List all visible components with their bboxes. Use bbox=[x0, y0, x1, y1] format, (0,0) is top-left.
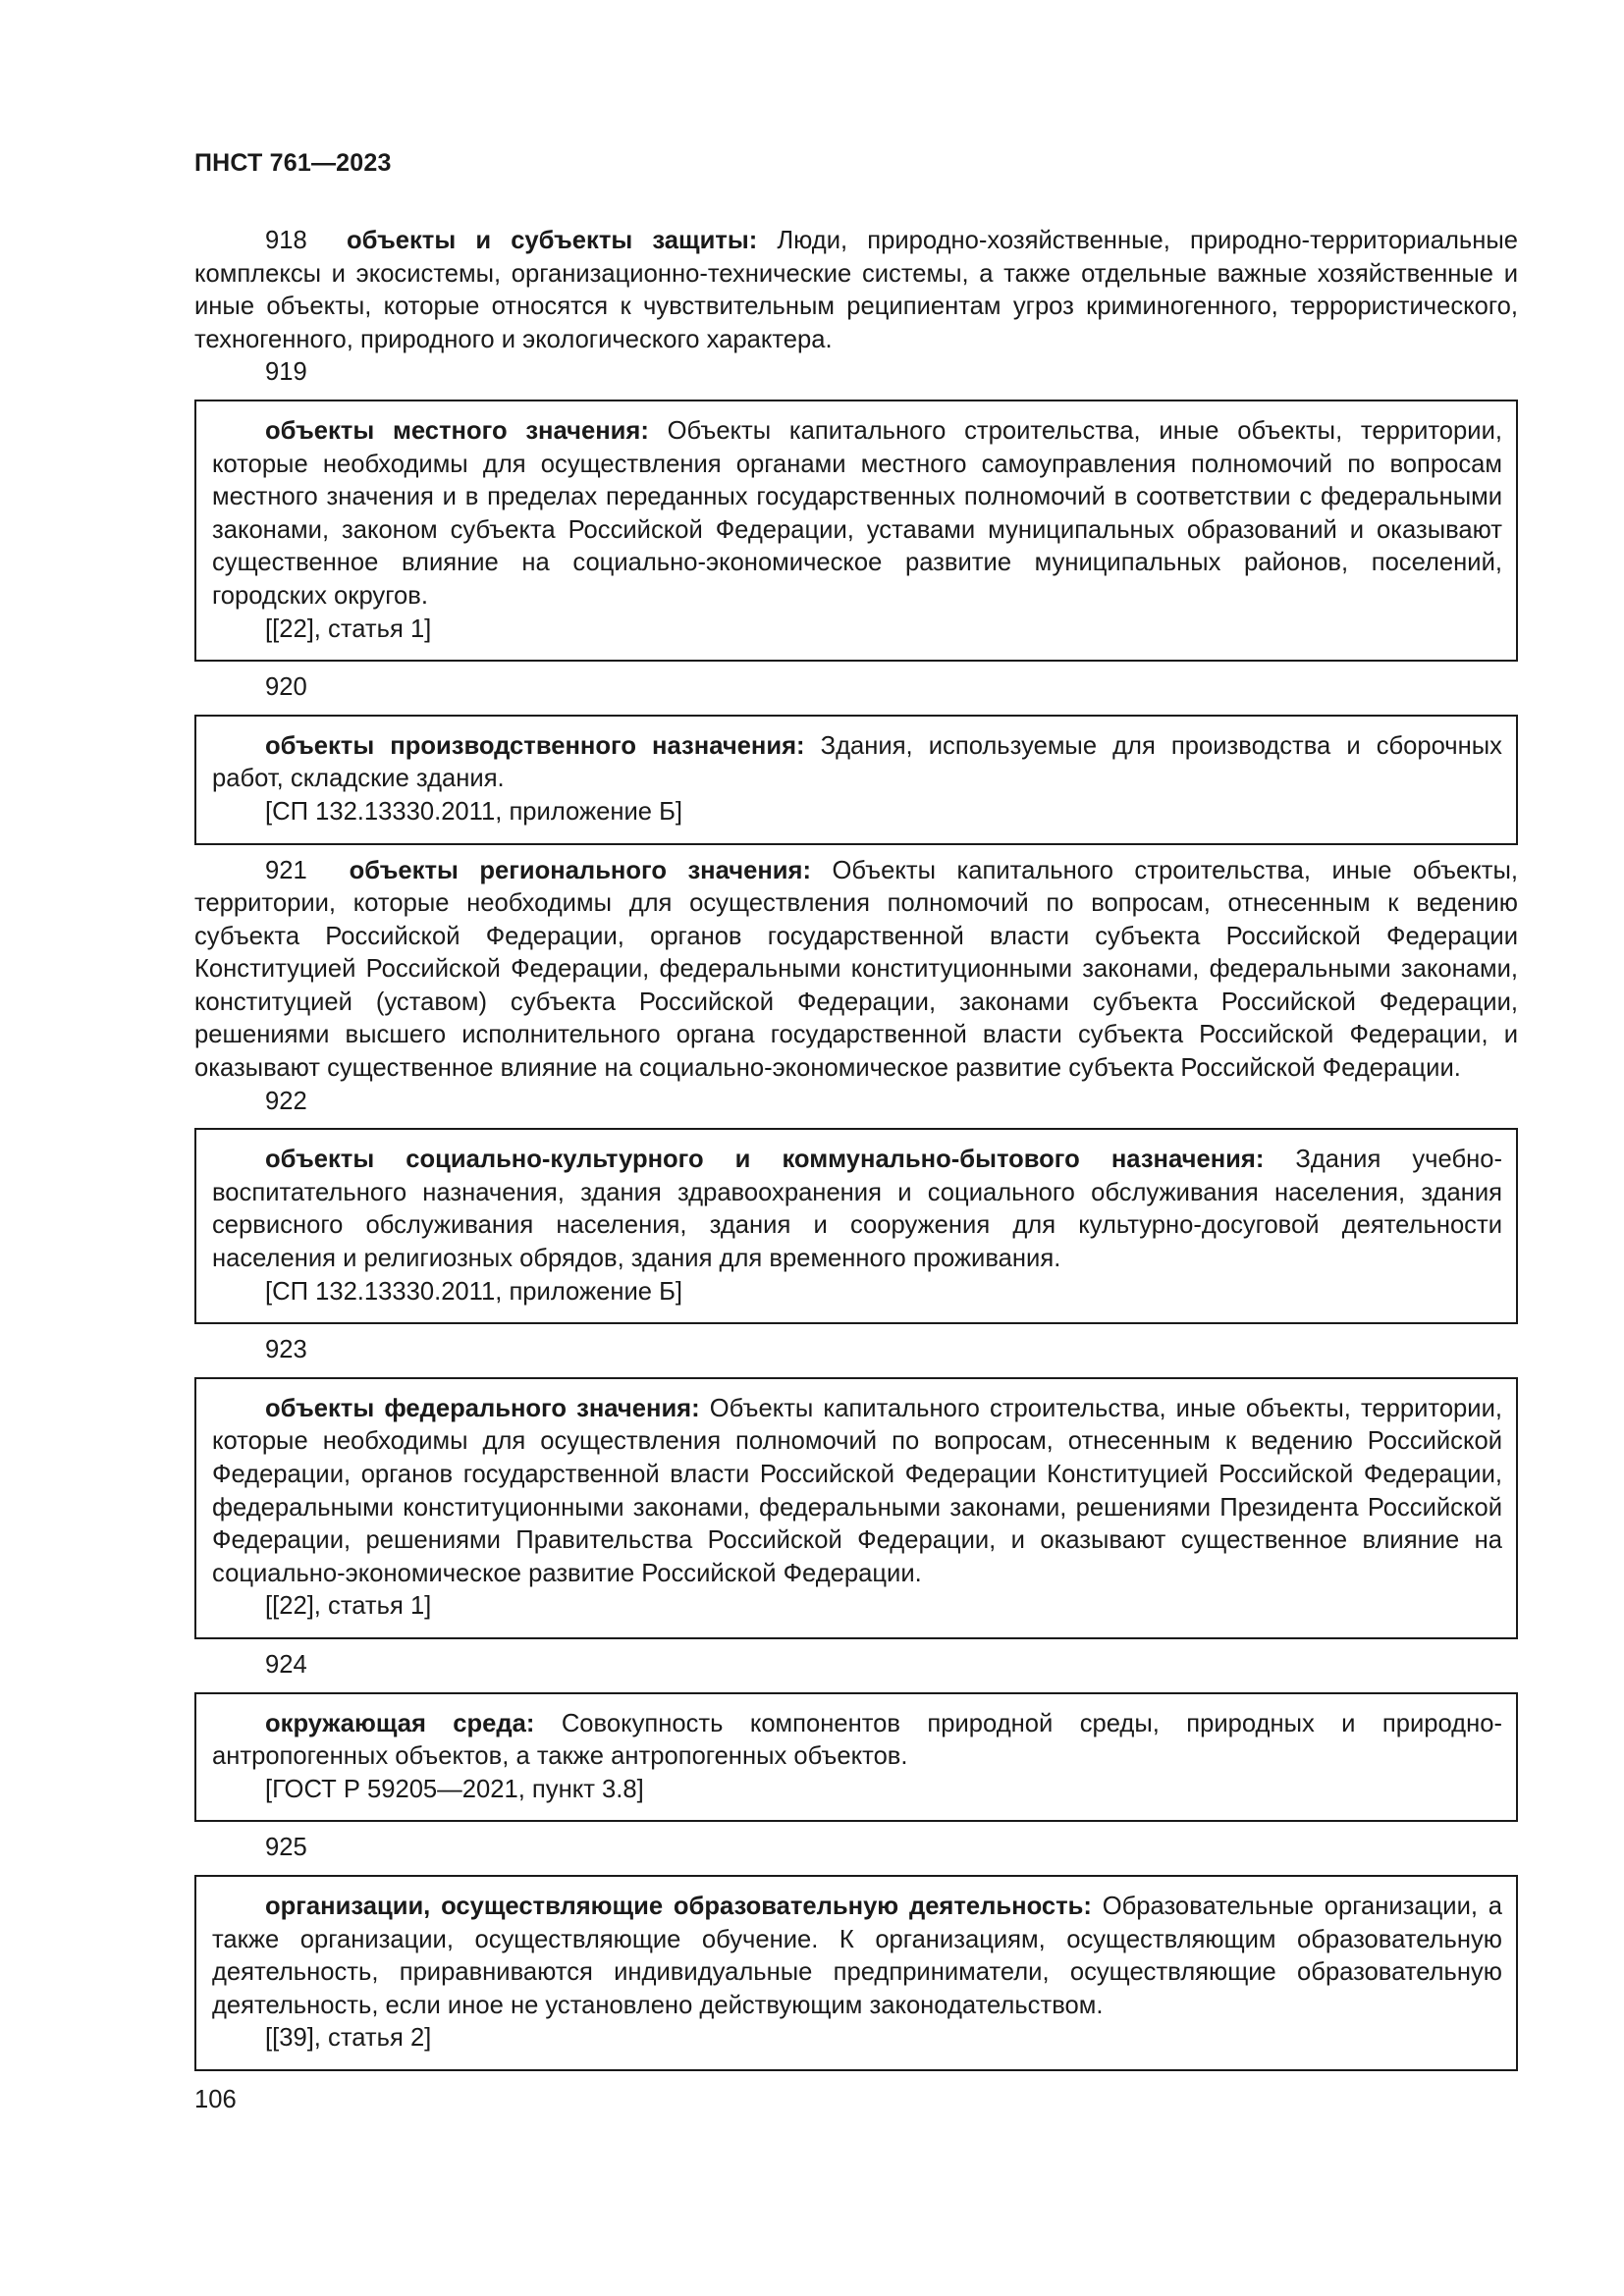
term-title: объекты регионального значения: bbox=[349, 856, 811, 884]
entry-number-919: 919 bbox=[265, 358, 307, 387]
entry-number-925: 925 bbox=[265, 1834, 307, 1862]
document-header: ПНСТ 761—2023 bbox=[194, 149, 392, 177]
term-entry-918 bbox=[194, 225, 1518, 356]
term-source: [[22], статья 1] bbox=[265, 614, 432, 643]
term-entry bbox=[212, 415, 1502, 614]
term-box-920 bbox=[194, 715, 1518, 845]
page-number: 106 bbox=[194, 2086, 237, 2113]
term-source: [СП 132.13330.2011, приложение Б] bbox=[265, 1277, 683, 1306]
term-definition: Здания учебно-воспитательного назначения, здания здравоохранения и социального обслуживания населения, здания сервисного обслуживания населения, здания и сооружения для культурно-досуговой деятельности населения и религиозных обрядов, здания для временного проживания. bbox=[212, 1146, 1502, 1273]
term-entry-921 bbox=[194, 855, 1518, 1086]
term-definition: Образовательные организации, а также организации, осуществляющие обучение. К организациям, осуществляющим образовательную деятельность, приравниваются индивидуальные предприниматели, осуществляющие образовательную деятельность, если иное не установлено действующим законодательством. bbox=[212, 1892, 1502, 2019]
term-box-922 bbox=[194, 1128, 1518, 1324]
entry-number: 921 bbox=[265, 856, 307, 884]
term-definition: Люди, природно-хозяйственные, природно-территориальные комплексы и экосистемы, организационно-технические системы, а также отдельные важные хозяйственные и иные объекты, которые относятся к чувствительным реципиентам угроз криминогенного, террористического, техногенного, природного и экологического характера. bbox=[194, 227, 1518, 353]
terms-list bbox=[194, 225, 1518, 2081]
term-entry bbox=[212, 1393, 1502, 1591]
term-entry bbox=[212, 1708, 1502, 1774]
term-source: [[22], статья 1] bbox=[265, 1592, 432, 1621]
term-definition: Совокупность компонентов природной среды, природных и природно-антропогенных объектов, а также антропогенных объектов. bbox=[212, 1709, 1502, 1771]
term-source: [[39], статья 2] bbox=[265, 2024, 432, 2053]
term-box-924 bbox=[194, 1692, 1518, 1823]
term-box-923 bbox=[194, 1377, 1518, 1639]
term-title: объекты местного значения: bbox=[265, 416, 649, 445]
term-source: [СП 132.13330.2011, приложение Б] bbox=[265, 797, 683, 826]
entry-number-920: 920 bbox=[265, 673, 307, 702]
term-title: объекты федерального значения: bbox=[265, 1394, 700, 1422]
term-entry bbox=[212, 1144, 1502, 1275]
term-definition: Объекты капитального строительства, иные объекты, территории, которые необходимы для осуществления полномочий по вопросам, отнесенным к ведению субъекта Российской Федерации, органов государственной власти субъекта Российской Федерации Конституцией Российской Федерации, федеральными конституционными законами, федеральными законами, конституцией (уставом) субъекта Российской Федерации, законами субъекта Российской Федерации, решениями высшего исполнительного органа государственной власти субъекта Российской Федерации, и оказывают существенное влияние на социально-экономическое развитие субъекта Российской Федерации. bbox=[194, 856, 1518, 1083]
term-definition: Здания, используемые для производства и сборочных работ, складские здания. bbox=[212, 731, 1502, 793]
entry-number-924: 924 bbox=[265, 1650, 307, 1679]
entry-number-922: 922 bbox=[265, 1087, 307, 1115]
term-box-925 bbox=[194, 1875, 1518, 2071]
term-entry bbox=[212, 730, 1502, 796]
entry-number-923: 923 bbox=[265, 1336, 307, 1364]
entry-number: 918 bbox=[265, 227, 307, 254]
term-source: [ГОСТ Р 59205—2021, пункт 3.8] bbox=[265, 1775, 644, 1803]
term-title: организации, осуществляющие образовательную деятельность: bbox=[265, 1892, 1092, 1920]
term-title: объекты производственного назначения: bbox=[265, 731, 805, 760]
term-entry bbox=[212, 1891, 1502, 2022]
term-title: объекты социально-культурного и коммунально-бытового назначения: bbox=[265, 1146, 1265, 1174]
term-title: окружающая среда: bbox=[265, 1709, 535, 1737]
term-definition: Объекты капитального строительства, иные объекты, территории, которые необходимы для осуществления полномочий по вопросам, отнесенным к ведению Российской Федерации, органов государственной власти Российской Федерации Конституцией Российской Федерации, федеральными конституционными законами, федеральными законами, решениями Президента Российской Федерации, решениями Правительства Российской Федерации, и оказывают существенное влияние на социально-экономическое развитие Российской Федерации. bbox=[212, 1394, 1502, 1587]
term-box-919 bbox=[194, 400, 1518, 662]
term-definition: Объекты капитального строительства, иные объекты, территории, которые необходимы для осуществления органами местного самоуправления полномочий по вопросам местного значения и в пределах переданных государственных полномочий в соответствии с федеральными законами, законом субъекта Российской Федерации, уставами муниципальных образований и оказывают существенное влияние на социально-экономическое развитие муниципальных районов, поселений, городских округов. bbox=[212, 416, 1502, 610]
term-title: объекты и субъекты защиты: bbox=[346, 227, 758, 254]
